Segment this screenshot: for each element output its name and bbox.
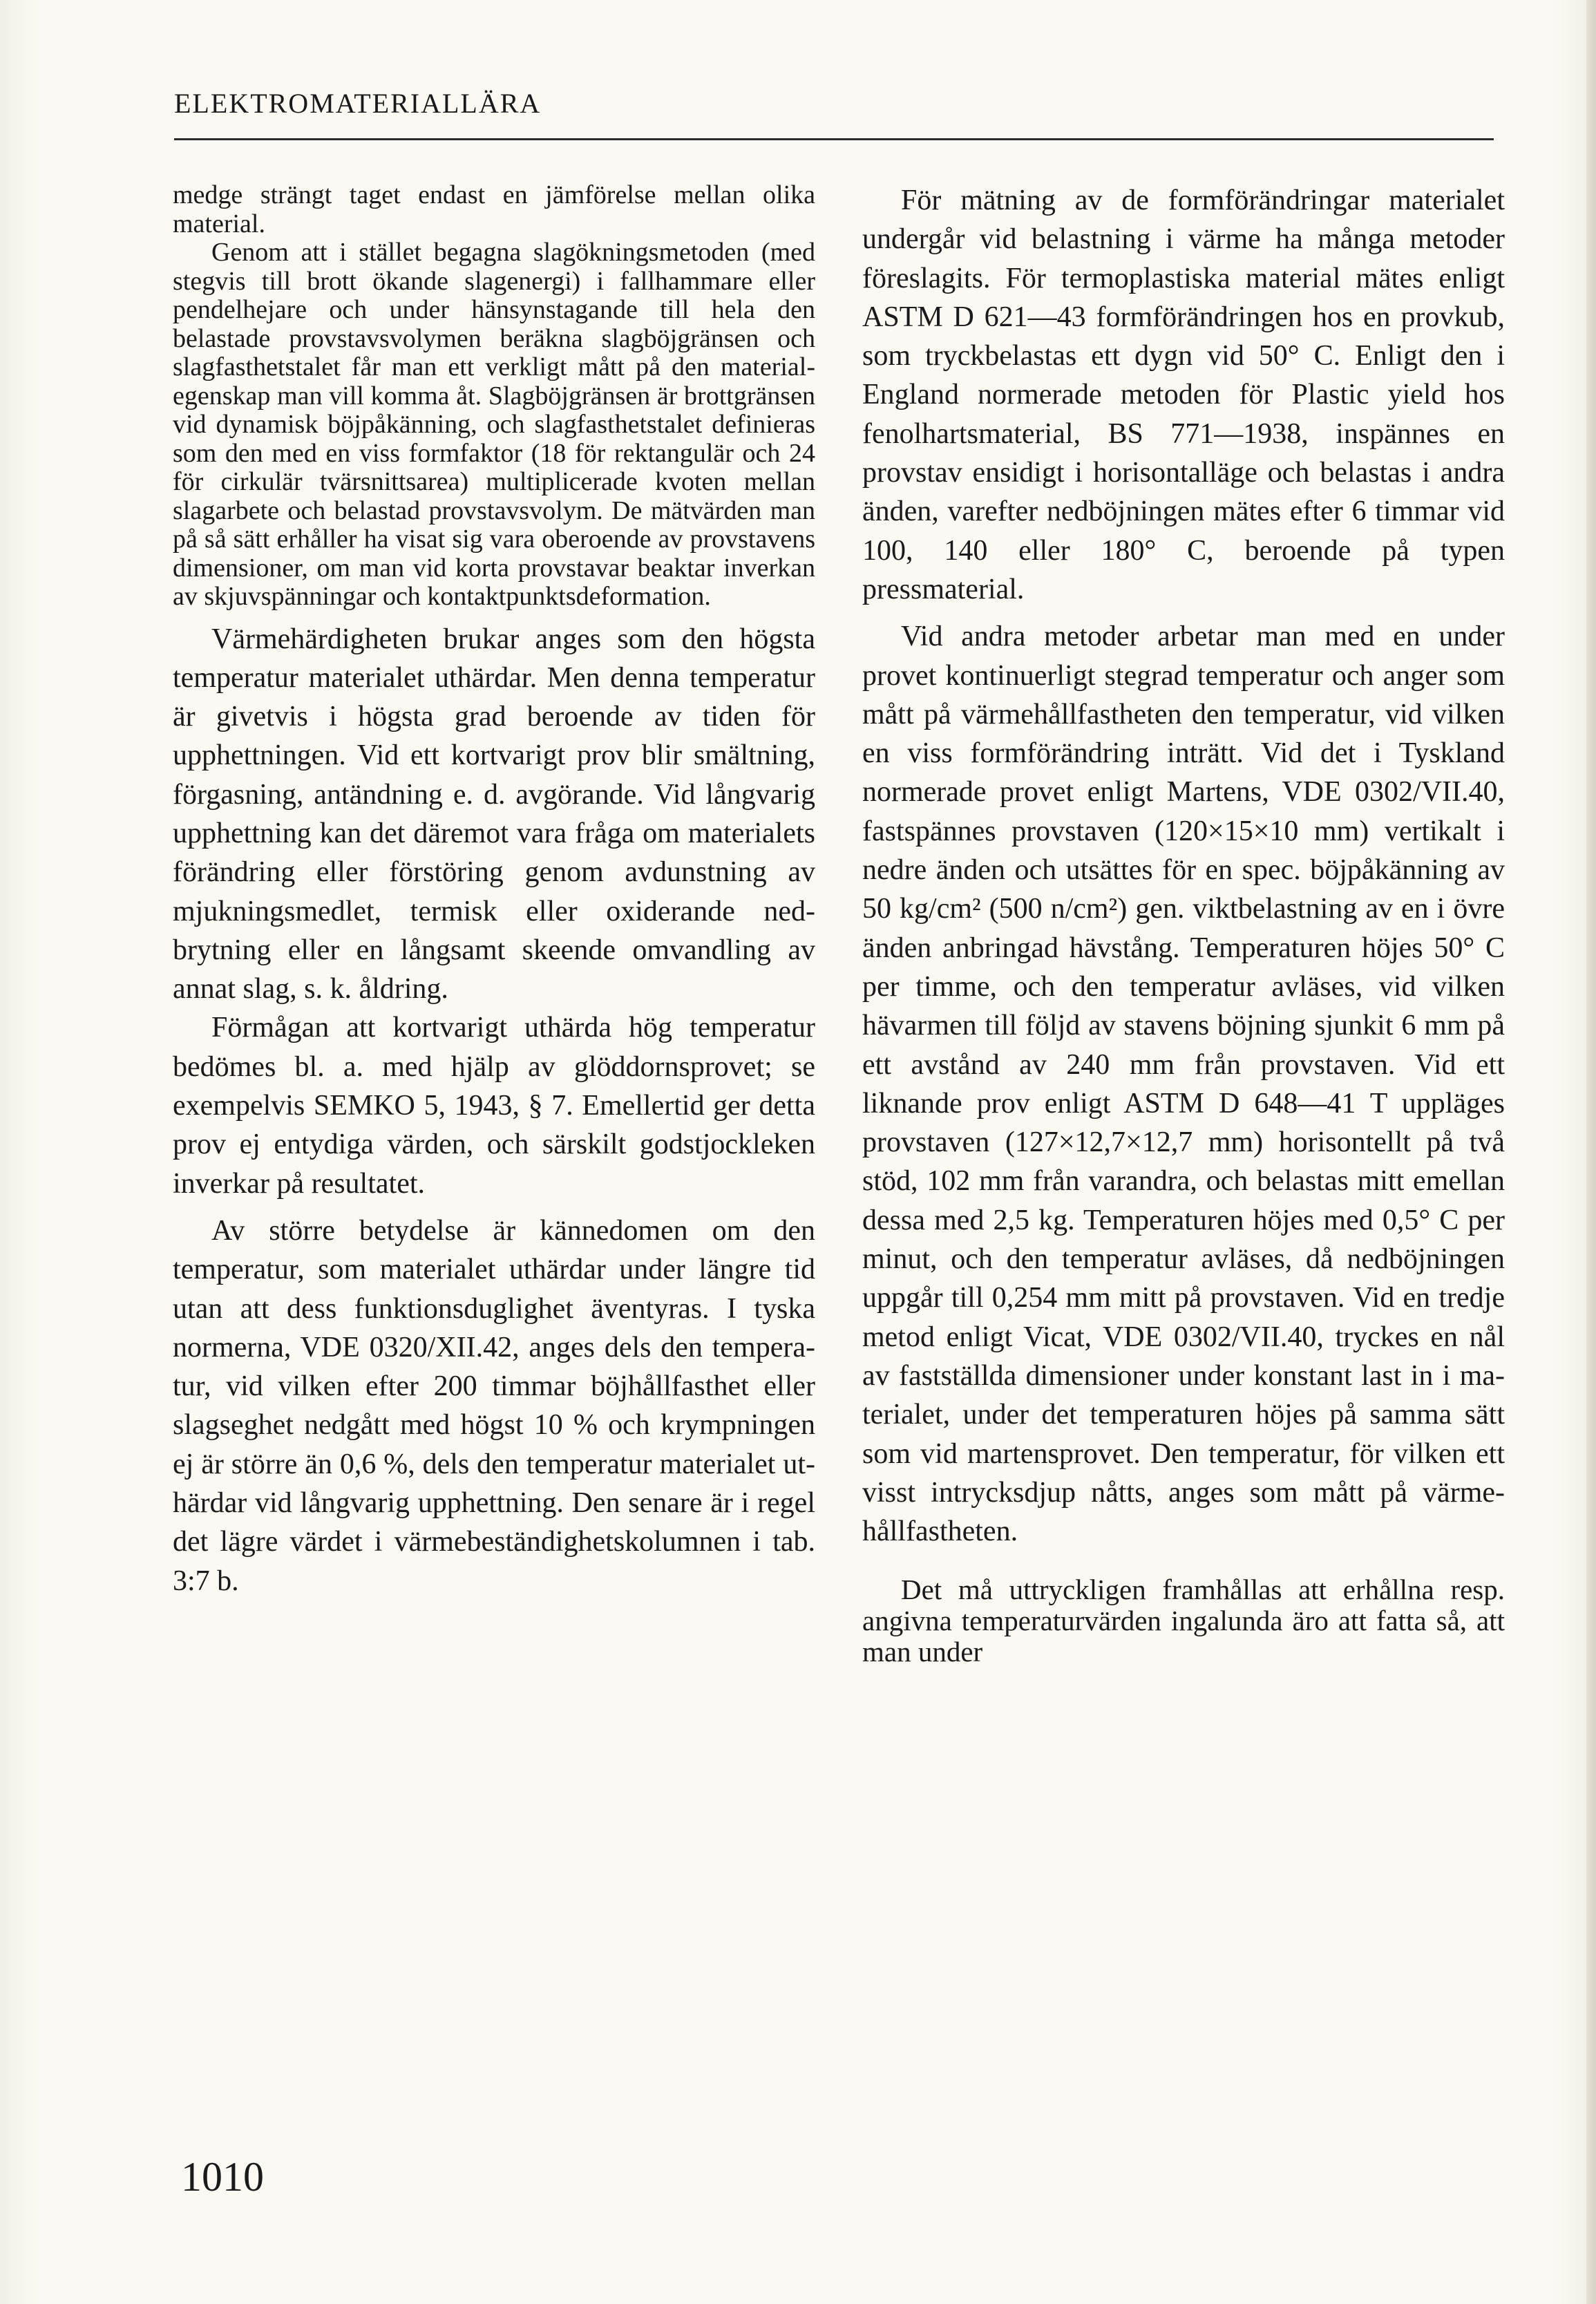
right-column [862, 181, 1505, 2130]
right-paragraph-3: Det må uttryckligen framhållas att erhållna resp. angivna temperaturvärden ingalunda äro att fatta så, att man under [862, 1574, 1505, 1668]
page-edge-shadow [1586, 0, 1596, 2304]
header-rule [174, 138, 1494, 140]
right-paragraph-1: För mätning av de formförändringar materialet undergår vid belastning i värme ha många metoder föreslagits. För termoplastiska material mätes enligt ASTM D 621—43 formförändringen hos en provkub, som tryckbelastas ett dygn vid 50° C. Enligt den i England normerade metoden för Plastic yield hos fenolhartsmaterial, BS 771—1938, inspännes en provstav ensidigt i horisontalläge och belastas i andra änden, varefter nedböjningen mätes efter 6 timmar vid 100, 140 eller 180° C, beroende på typen pressmaterial. [862, 185, 1505, 605]
left-paragraph-2: Genom att i stället begagna slagökningsmetoden (med stegvis till brott ökande slagenergi) i fallhammare eller pendelhejare och under hänsynstagande till hela den belastade provstavsvolymen beräkna slagböjgränsen och slagfasthetstalet får man ett verkligt mått på den materialegenskap man vill komma åt. Slagböjgränsen är brottgränsen vid dynamisk böjpåkänning, och slagfasthetstalet definieras som den med en viss formfaktor (18 för rektangulär och 24 för cirkulär tvärsnittsarea) multiplicerade kvoten mellan slagarbete och belastad provstavsvolym. De mätvärden man på så sätt erhåller ha visat sig vara oberoende av provstavens dimensioner, om man vid korta provstavar beaktar inverkan av skjuvspänningar och kontaktpunktsdeformation. [173, 238, 815, 611]
page-number: 1010 [181, 2154, 264, 2200]
left-column [173, 181, 815, 2130]
right-paragraph-2: Vid andra metoder arbetar man med en under provet kontinuerligt stegrad temperatur och anger som mått på värmehållfastheten den temperatur, vid vilken en viss formförändring inträtt. Vid det i Tyskland normerade provet enligt Martens, VDE 0302/VII.40, fastspännes provstaven (120×15×10 mm) vertikalt i nedre änden och utsättes för en spec. böjpåkänning av 50 kg/cm² (500 n/cm²) gen. viktbelastning av en i övre änden anbringad hävstång. Temperaturen höjes 50° C per timme, och den temperatur avläses, vid vilken hävarmen till följd av stavens böjning sjunkit 6 mm på ett avstånd av 240 mm från provstaven. Vid ett liknande prov enligt ASTM D 648—41 T uppläges provstaven (127×12,7×12,7 mm) horisontellt på två stöd, 102 mm från varandra, och belastas mitt emellan dessa med 2,5 kg. Temperaturen höjes med 0,5° C per minut, och den temperatur avläses, då nedböjningen uppgår till 0,254 mm mitt på provstaven. Vid en tredje metod enligt Vicat, VDE 0302/VII.40, tryckes en nål av fastställda dimensioner under konstant last in i materialet, under det temperaturen höjes på samma sätt som vid martensprovet. Den temperatur, för vilken ett visst intrycksdjup nåtts, anges som mått på värmehållfastheten. [862, 621, 1505, 1548]
left-paragraph-5: Av större betydelse är kännedomen om den temperatur, som materialet uthärdar under längre tid utan att dess funktionsduglighet äventyras. I tyska normerna, VDE 0320/XII.42, anges dels den temperatur, vid vilken efter 200 timmar böjhållfasthet eller slagseghet nedgått med högst 10 % och krympningen ej är större än 0,6 %, dels den temperatur materialet uthärdar vid långvarig upphettning. Den senare är i regel det lägre värdet i värmebeständighetskolumnen i tab. 3:7 b. [173, 1214, 815, 1597]
left-paragraph-4: Förmågan att kortvarigt uthärda hög temperatur bedömes bl. a. med hjälp av glöddornsprovet; se exempelvis SEMKO 5, 1943, § 7. Emellertid ger detta prov ej entydiga värden, och särskilt godstjockleken inverkar på resultatet. [173, 1012, 815, 1200]
running-head: ELEKTROMATERIALLÄRA [174, 88, 542, 119]
left-paragraph-3: Värmehärdigheten brukar anges som den högsta temperatur materialet uthärdar. Men denna temperatur är givetvis i högsta grad beroende av tiden för upphettningen. Vid ett kortvarigt prov blir smältning, förgasning, antändning e. d. avgörande. Vid långvarig upphettning kan det däremot vara fråga om materialets förändring eller förstöring genom avdunstning av mjukningsmedlet, termisk eller oxiderande nedbrytning eller en långsamt skeende omvandling av annat slag, s. k. åldring. [173, 623, 815, 1005]
left-paragraph-1: medge strängt taget endast en jämförelse mellan olika material. [173, 181, 815, 238]
